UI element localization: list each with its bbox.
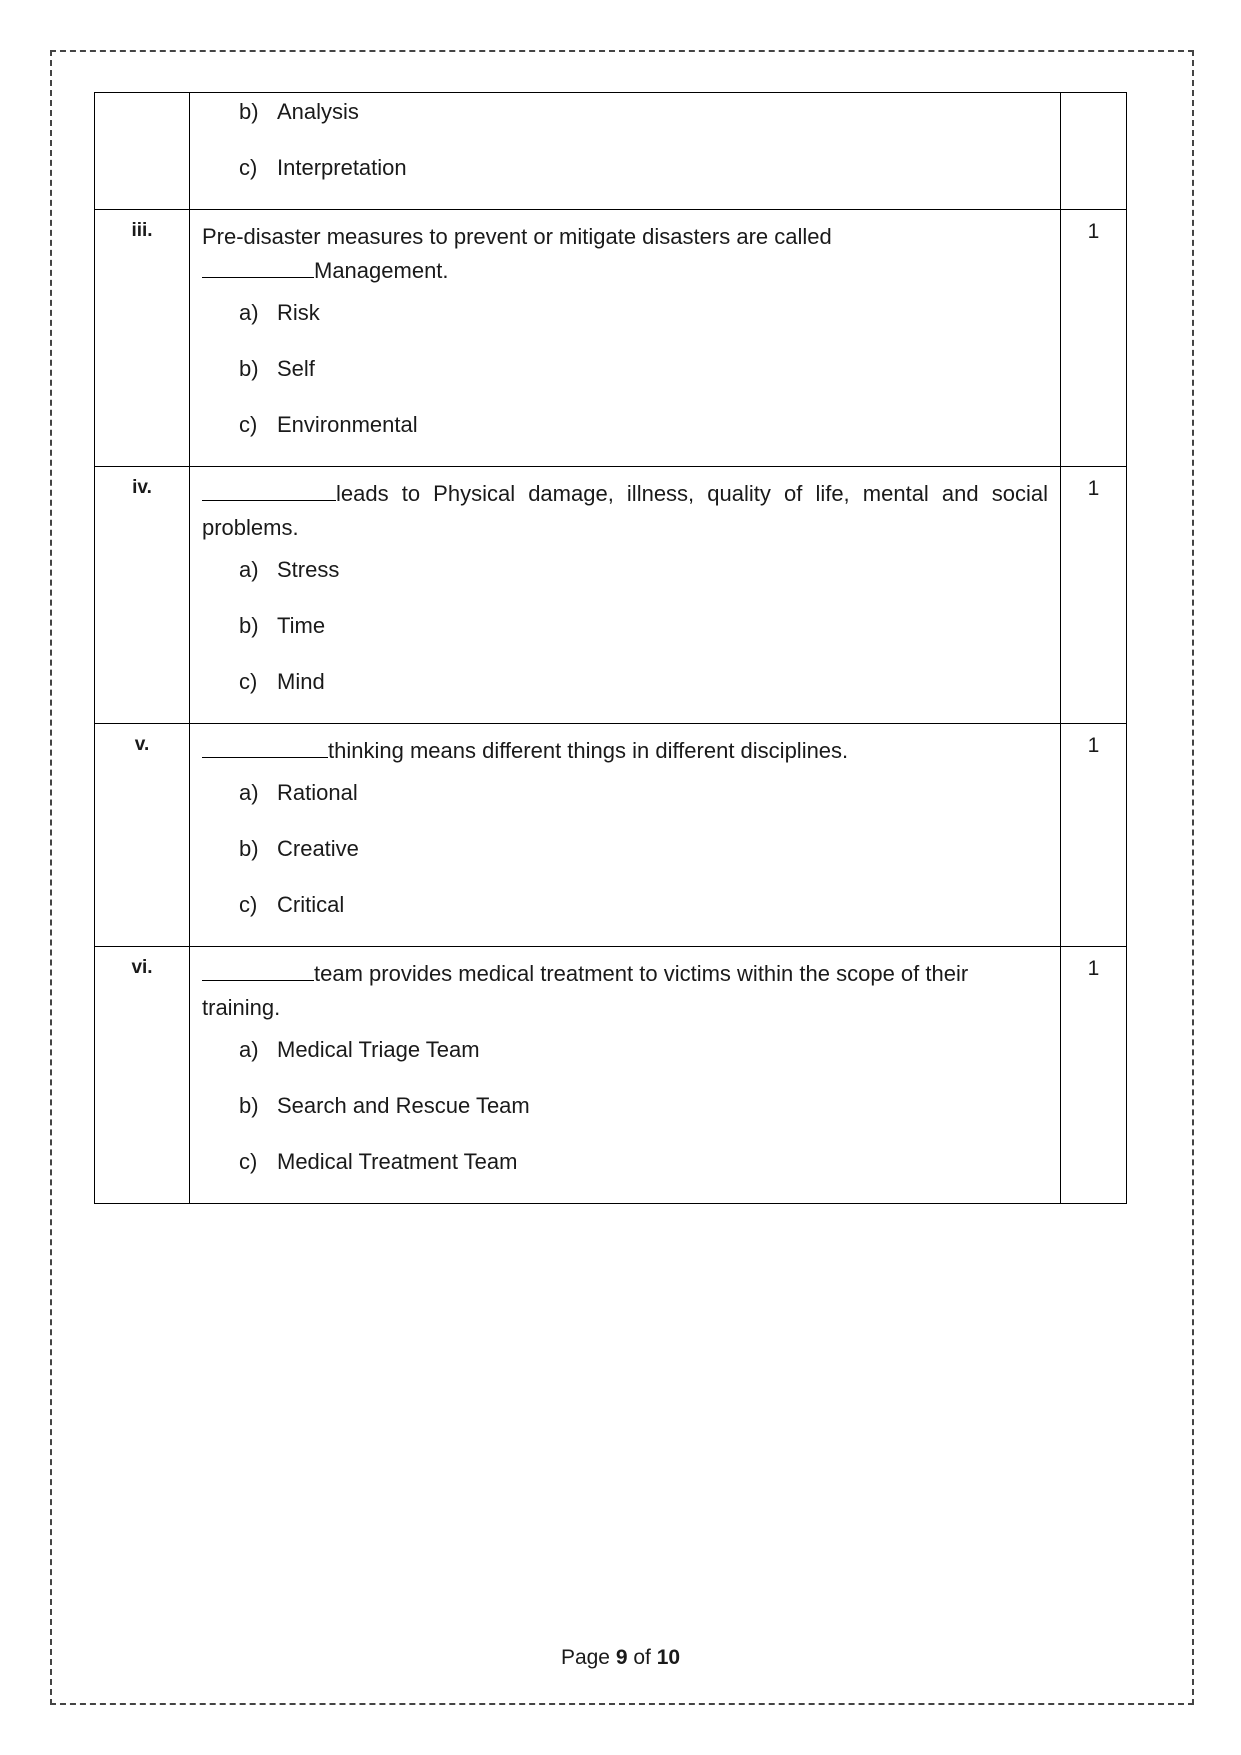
option-text: Search and Rescue Team (277, 1093, 530, 1118)
question-number: v. (95, 724, 190, 947)
option-item (239, 95, 1048, 151)
option-text: Self (277, 356, 315, 381)
option-item (239, 665, 1048, 705)
question-text (202, 957, 1048, 1025)
question-text-end: Management. (314, 258, 449, 283)
option-item (239, 408, 1048, 448)
option-item (239, 1033, 1048, 1089)
option-item (239, 296, 1048, 352)
questions-table (94, 92, 1127, 1204)
option-item (239, 1145, 1048, 1185)
option-letter: b) (239, 1093, 259, 1118)
option-letter: a) (239, 780, 259, 805)
question-number: iii. (95, 210, 190, 467)
question-text-end: leads to Physical damage, illness, quality of life, mental and social problems. (202, 481, 1048, 540)
option-item (239, 553, 1048, 609)
option-letter: c) (239, 669, 258, 694)
option-letter: b) (239, 613, 259, 638)
footer-prefix: Page (560, 1646, 616, 1669)
answer-blank (202, 735, 328, 758)
question-marks: 1 (1061, 210, 1127, 467)
option-item (239, 1089, 1048, 1145)
question-body-cell (190, 93, 1061, 210)
option-letter: c) (239, 1149, 258, 1174)
question-body-cell (190, 947, 1061, 1204)
option-text: Environmental (277, 412, 418, 437)
option-text: Medical Triage Team (277, 1037, 480, 1062)
question-body-cell (190, 210, 1061, 467)
question-text-end: team provides medical treatment to victims within the scope of their training. (202, 961, 969, 1020)
option-letter: c) (239, 412, 258, 437)
option-text: Analysis (277, 99, 359, 124)
option-item (239, 832, 1048, 888)
page-footer (0, 1646, 1241, 1670)
option-text: Rational (277, 780, 358, 805)
question-row-iv (95, 467, 1127, 724)
option-text: Medical Treatment Team (277, 1149, 518, 1174)
option-letter: a) (239, 557, 259, 582)
option-letter: a) (239, 1037, 259, 1062)
question-number-cell (95, 93, 190, 210)
question-row-vi (95, 947, 1127, 1204)
option-letter: b) (239, 356, 259, 381)
option-item (239, 352, 1048, 408)
option-letter: c) (239, 155, 258, 180)
option-item (239, 888, 1048, 928)
continuation-row (95, 93, 1127, 210)
option-item (239, 776, 1048, 832)
option-text: Risk (277, 300, 320, 325)
question-marks: 1 (1061, 467, 1127, 724)
question-marks: 1 (1061, 947, 1127, 1204)
option-letter: b) (239, 99, 259, 124)
question-text (202, 220, 1048, 288)
question-text (202, 477, 1048, 545)
footer-mid: of (627, 1646, 657, 1669)
option-letter: b) (239, 836, 259, 861)
question-text (202, 734, 1048, 768)
question-row-v (95, 724, 1127, 947)
question-text-start: Pre-disaster measures to prevent or mitigate disasters are called (202, 224, 832, 249)
answer-blank (202, 478, 336, 501)
option-text: Time (277, 613, 326, 638)
option-item (239, 151, 1048, 191)
question-body-cell (190, 467, 1061, 724)
question-marks: 1 (1061, 724, 1127, 947)
question-number: vi. (95, 947, 190, 1204)
option-letter: c) (239, 892, 258, 917)
option-text: Critical (277, 892, 345, 917)
question-body-cell (190, 724, 1061, 947)
option-text: Interpretation (277, 155, 407, 180)
question-row-iii (95, 210, 1127, 467)
option-text: Mind (277, 669, 325, 694)
marks-cell (1061, 93, 1127, 210)
option-letter: a) (239, 300, 259, 325)
question-text-end: thinking means different things in different disciplines. (328, 738, 849, 763)
option-text: Creative (277, 836, 359, 861)
option-text: Stress (277, 557, 340, 582)
question-number: iv. (95, 467, 190, 724)
answer-blank (202, 255, 314, 278)
option-item (239, 609, 1048, 665)
answer-blank (202, 958, 314, 981)
footer-total-pages: 10 (656, 1646, 681, 1669)
footer-current-page: 9 (615, 1646, 628, 1669)
